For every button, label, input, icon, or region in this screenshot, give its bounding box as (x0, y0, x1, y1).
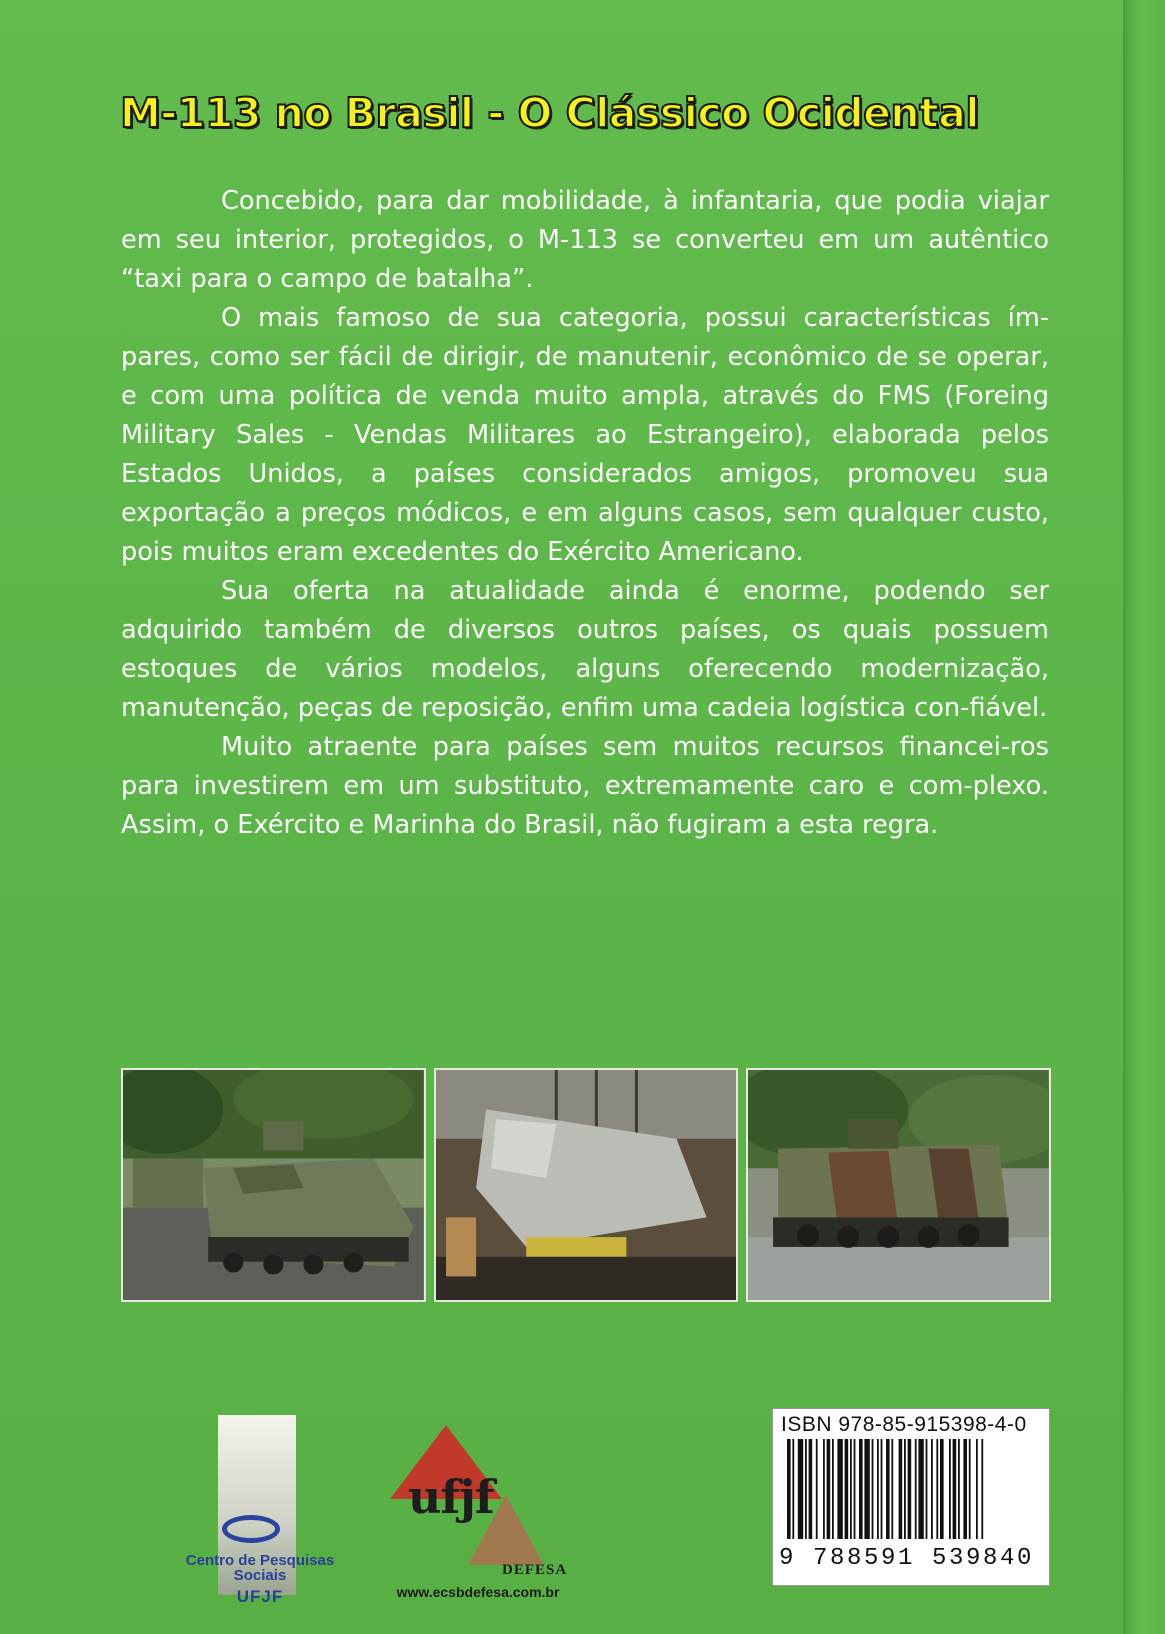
isbn-number: ISBN 978-85-915398-4-0 (781, 1413, 1027, 1436)
paragraph-4: Muito atraente para países sem muitos recursos financei-ros para investirem em um substituto, extremamente caro e com-plexo. Assim, o Exército e Marinha do Brasil, não fugiram a esta regra. (121, 732, 1049, 840)
paragraph-2: O mais famoso de sua categoria, possui características ím-pares, como ser fácil de dirigir, de manutenir, econômico de se operar, e com uma política de venda muito ampla, através do FMS (Foreing Military Sales - Vendas Militares ao Estrangeiro), elaborada pelos Estados Unidos, a países considerados amigos, promoveu sua exportação a preços módicos, e em alguns casos, sem qualquer custo, pois muitos eram excedentes do Exército Americano. (121, 303, 1049, 567)
spine-fold (1123, 0, 1125, 1634)
barcode-digits: 9 788591 539840 (779, 1545, 1035, 1572)
ufjf-defesa-label: DEFESA (502, 1562, 568, 1578)
cps-logo (160, 1415, 360, 1606)
paragraph-3: Sua oferta na atualidade ainda é enorme, podendo ser adquirido também de diversos outros países, os quais possuem estoques de vários modelos, alguns oferecendo modernização, manutenção, peças de reposição, enfim uma cadeia logística con-fiável. (121, 576, 1049, 723)
photo-vehicle-camouflage (746, 1068, 1051, 1302)
ufjf-defesa-logo (378, 1415, 578, 1615)
cps-logo-emblem (222, 1515, 280, 1543)
ufjf-wordmark: ufjf (408, 1470, 494, 1524)
isbn-barcode (772, 1408, 1050, 1586)
cps-logo-name: Centro de Pesquisas Sociais (185, 1552, 335, 1584)
photo-vehicle-workshop (434, 1068, 739, 1302)
photo-vehicle-column (121, 1068, 426, 1302)
book-title: M-113 no Brasil - O Clássico Ocidental (120, 89, 979, 137)
photo-strip (121, 1068, 1051, 1306)
paragraph-1: Concebido, para dar mobilidade, à infantaria, que podia viajar em seu interior, protegidos, o M-113 se converteu em um autêntico “taxi para o campo de batalha”. (121, 186, 1049, 294)
publisher-website: www.ecsbdefesa.com.br (396, 1584, 560, 1600)
cps-logo-ufjf: UFJF (236, 1587, 284, 1606)
spine-edge (1123, 0, 1165, 1634)
synopsis (121, 182, 1049, 845)
barcode-icon (783, 1439, 1039, 1543)
